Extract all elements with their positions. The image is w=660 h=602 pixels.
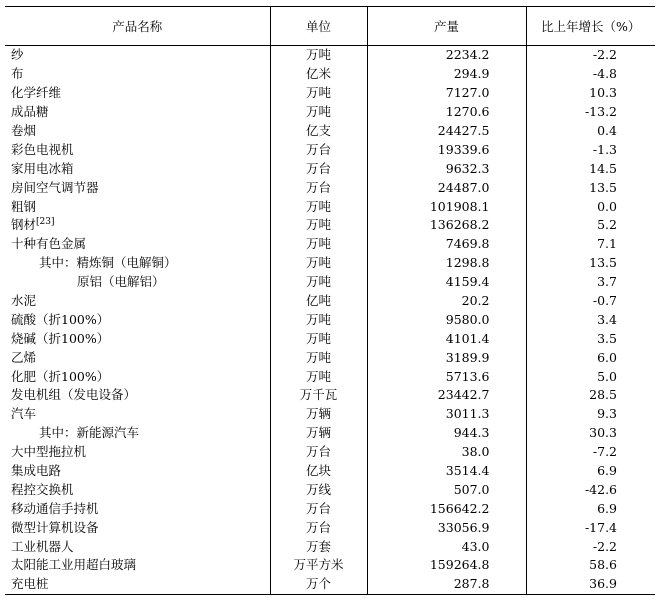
growth-value: 30.3 <box>526 424 655 443</box>
output-value: 7127.0 <box>367 84 526 103</box>
table-row <box>5 424 655 443</box>
product-name: 乙烯 <box>11 349 37 365</box>
growth-value: 13.5 <box>526 254 655 273</box>
header-product-name: 产品名称 <box>5 7 270 46</box>
product-name: 粗钢 <box>11 198 37 214</box>
table-row <box>5 254 655 273</box>
unit: 万台 <box>270 443 367 462</box>
output-value: 159264.8 <box>367 556 526 575</box>
unit: 万吨 <box>270 46 367 65</box>
product-name: 程控交换机 <box>11 481 74 497</box>
product-name: 原铝（电解铝） <box>77 274 165 290</box>
growth-value: 7.1 <box>526 235 655 254</box>
output-value: 294.9 <box>367 65 526 84</box>
output-value: 156642.2 <box>367 499 526 518</box>
output-value: 20.2 <box>367 292 526 311</box>
unit: 万吨 <box>270 103 367 122</box>
output-value: 1298.8 <box>367 254 526 273</box>
growth-value: 0.4 <box>526 122 655 141</box>
table-row <box>5 348 655 367</box>
growth-value: -0.7 <box>526 292 655 311</box>
unit: 万吨 <box>270 235 367 254</box>
table-row <box>5 273 655 292</box>
growth-value: 14.5 <box>526 159 655 178</box>
unit: 万套 <box>270 537 367 556</box>
table-row <box>5 329 655 348</box>
header-row <box>5 7 655 46</box>
table-body <box>5 46 655 595</box>
unit: 亿吨 <box>270 292 367 311</box>
product-name: 卷烟 <box>11 123 37 138</box>
growth-value: 0.0 <box>526 197 655 216</box>
table-row <box>5 556 655 575</box>
unit: 万吨 <box>270 84 367 103</box>
product-name: 房间空气调节器 <box>11 179 99 195</box>
unit: 万台 <box>270 178 367 197</box>
unit: 万吨 <box>270 348 367 367</box>
unit: 万辆 <box>270 424 367 443</box>
unit: 亿块 <box>270 462 367 481</box>
output-value: 4159.4 <box>367 273 526 292</box>
table-row <box>5 386 655 405</box>
product-name: 布 <box>11 66 24 82</box>
unit: 万台 <box>270 140 367 159</box>
output-value: 2234.2 <box>367 46 526 65</box>
growth-value: 58.6 <box>526 556 655 575</box>
unit: 万吨 <box>270 197 367 216</box>
unit: 万辆 <box>270 405 367 424</box>
output-value: 3011.3 <box>367 405 526 424</box>
product-name: 太阳能工业用超白玻璃 <box>11 557 137 573</box>
product-name: 汽车 <box>11 406 37 422</box>
table-row <box>5 235 655 254</box>
table-row <box>5 310 655 329</box>
growth-value: -2.2 <box>526 46 655 65</box>
output-value: 38.0 <box>367 443 526 462</box>
table-row <box>5 103 655 122</box>
output-value: 24427.5 <box>367 122 526 141</box>
output-value: 101908.1 <box>367 197 526 216</box>
unit: 万吨 <box>270 310 367 329</box>
table-row <box>5 462 655 481</box>
product-name: 发电机组（发电设备） <box>11 387 137 403</box>
header-unit: 单位 <box>270 7 367 46</box>
growth-value: 10.3 <box>526 84 655 103</box>
table-row <box>5 443 655 462</box>
growth-value: 3.5 <box>526 329 655 348</box>
growth-value: 6.9 <box>526 462 655 481</box>
product-name: 集成电路 <box>11 463 62 479</box>
growth-value: 5.2 <box>526 216 655 235</box>
product-name: 充电桩 <box>5 575 270 594</box>
unit: 万吨 <box>270 367 367 386</box>
product-name: 烧碱（折100%） <box>11 330 110 346</box>
unit: 万吨 <box>270 254 367 273</box>
output-value: 33056.9 <box>367 518 526 537</box>
production-table <box>5 6 655 595</box>
growth-value: 3.4 <box>526 310 655 329</box>
table-row <box>5 575 655 594</box>
unit: 万吨 <box>270 329 367 348</box>
unit: 万台 <box>270 499 367 518</box>
unit: 万吨 <box>270 216 367 235</box>
growth-value: -7.2 <box>526 443 655 462</box>
unit: 万线 <box>270 480 367 499</box>
growth-value: 28.5 <box>526 386 655 405</box>
product-name: 化学纤维 <box>11 85 62 101</box>
growth-value: 3.7 <box>526 273 655 292</box>
unit: 万台 <box>270 159 367 178</box>
product-name: 纱 <box>11 47 24 63</box>
product-name: 水泥 <box>11 293 37 309</box>
product-name: 彩色电视机 <box>11 141 74 157</box>
product-name: 化肥（折100%） <box>11 368 110 384</box>
output-value: 1270.6 <box>367 103 526 122</box>
table-row <box>5 197 655 216</box>
unit: 亿支 <box>270 122 367 141</box>
header-output: 产量 <box>367 7 526 46</box>
unit: 亿米 <box>270 65 367 84</box>
output-value: 43.0 <box>367 537 526 556</box>
output-value: 136268.2 <box>367 216 526 235</box>
output-value: 287.8 <box>367 575 526 594</box>
output-value: 3514.4 <box>367 462 526 481</box>
footnote-ref: [23] <box>36 217 55 228</box>
growth-value: -13.2 <box>526 103 655 122</box>
growth-value: -1.3 <box>526 140 655 159</box>
table-row <box>5 122 655 141</box>
product-name: 钢材 <box>11 217 37 233</box>
output-value: 3189.9 <box>367 348 526 367</box>
unit: 万吨 <box>270 273 367 292</box>
table-row <box>5 405 655 424</box>
product-name: 家用电冰箱 <box>11 160 74 176</box>
output-value: 944.3 <box>367 424 526 443</box>
unit: 万千瓦 <box>270 386 367 405</box>
output-value: 9632.3 <box>367 159 526 178</box>
table-row <box>5 65 655 84</box>
product-name: 大中型拖拉机 <box>11 444 87 460</box>
growth-value: 9.3 <box>526 405 655 424</box>
output-value: 507.0 <box>367 480 526 499</box>
table-row <box>5 46 655 65</box>
table-row <box>5 499 655 518</box>
output-value: 9580.0 <box>367 310 526 329</box>
header-growth: 比上年增长（%） <box>526 7 655 46</box>
growth-value: 6.0 <box>526 348 655 367</box>
product-name: 其中：新能源汽车 <box>39 425 140 441</box>
growth-value: -17.4 <box>526 518 655 537</box>
table-row <box>5 178 655 197</box>
growth-value: 6.9 <box>526 499 655 518</box>
product-name: 硫酸（折100%） <box>11 311 110 327</box>
output-value: 23442.7 <box>367 386 526 405</box>
product-name-cell <box>5 216 270 235</box>
table-row <box>5 159 655 178</box>
table-row <box>5 140 655 159</box>
output-value: 24487.0 <box>367 178 526 197</box>
growth-value: 5.0 <box>526 367 655 386</box>
output-value: 7469.8 <box>367 235 526 254</box>
table-row <box>5 518 655 537</box>
unit: 万台 <box>270 518 367 537</box>
growth-value: -4.8 <box>526 65 655 84</box>
output-value: 5713.6 <box>367 367 526 386</box>
product-name: 微型计算机设备 <box>11 519 99 535</box>
product-name: 成品糖 <box>11 104 49 120</box>
product-name: 十种有色金属 <box>11 236 87 252</box>
table-row <box>5 537 655 556</box>
table-header <box>5 7 655 46</box>
growth-value: 36.9 <box>526 575 655 594</box>
unit: 万平方米 <box>270 556 367 575</box>
table-row <box>5 84 655 103</box>
output-value: 4101.4 <box>367 329 526 348</box>
output-value: 19339.6 <box>367 140 526 159</box>
table-row <box>5 367 655 386</box>
growth-value: -2.2 <box>526 537 655 556</box>
product-name: 移动通信手持机 <box>11 500 99 516</box>
table-row <box>5 480 655 499</box>
product-name: 其中：精炼铜（电解铜） <box>39 255 177 271</box>
growth-value: -42.6 <box>526 480 655 499</box>
table-row <box>5 216 655 235</box>
unit: 万个 <box>270 575 367 594</box>
product-name: 工业机器人 <box>11 538 74 554</box>
growth-value: 13.5 <box>526 178 655 197</box>
table-row <box>5 292 655 311</box>
